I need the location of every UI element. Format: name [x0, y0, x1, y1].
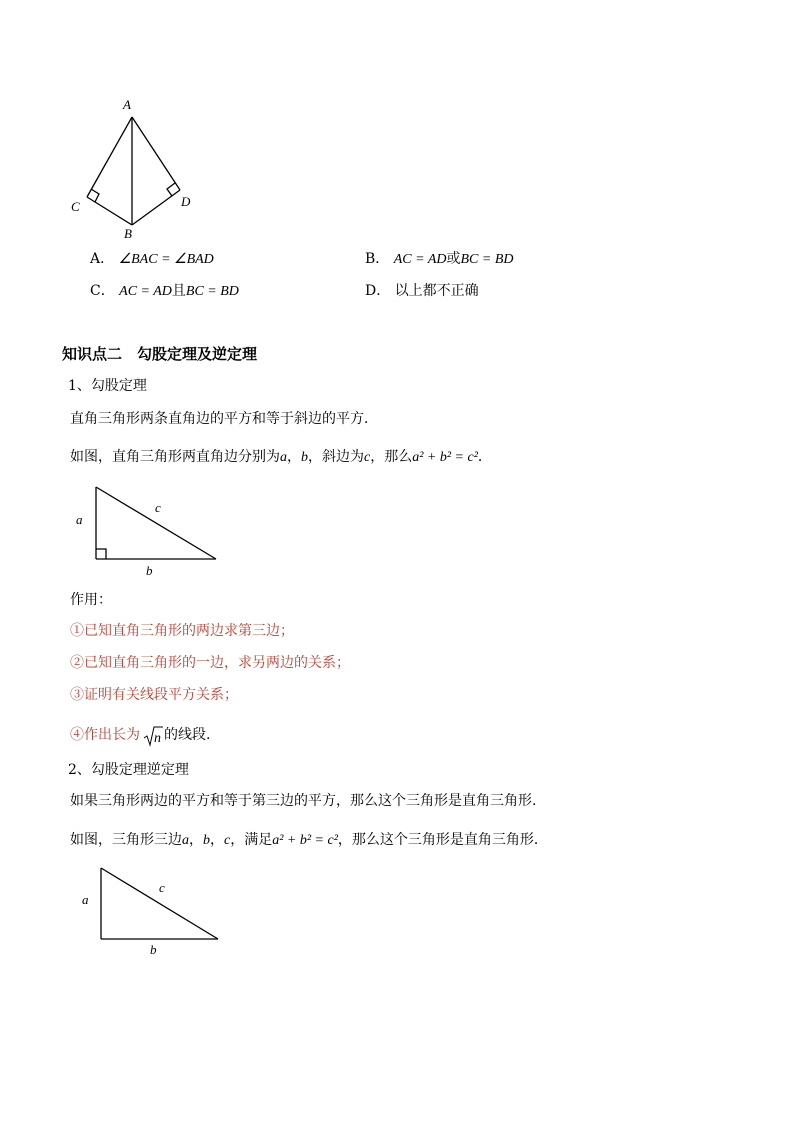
- label-side-a: a: [82, 892, 89, 907]
- option-c-expr2: BC = BD: [185, 284, 239, 299]
- option-c-expr1: AC = AD: [119, 284, 172, 299]
- option-c-and: 且: [171, 283, 186, 299]
- label-side-b: b: [146, 563, 153, 578]
- hypotenuse-c: [96, 487, 216, 559]
- option-b-expr1: AC = AD: [393, 252, 447, 267]
- var-c: c: [364, 450, 371, 465]
- use-3: ③证明有关线段平方关系；: [70, 687, 238, 703]
- var-a: a: [280, 450, 287, 465]
- converse-formula: a² + b² = c²: [272, 833, 338, 848]
- option-b-expr2: BC = BD: [460, 252, 514, 267]
- definition-1: 直角三角形两条直角边的平方和等于斜边的平方．: [70, 411, 378, 427]
- use-4: ④作出长为 n 的线段.: [70, 725, 210, 749]
- pythagorean-statement: 如图，直角三角形两直角边分别为a，b，斜边为c，那么a² + b² = c²．: [70, 449, 492, 465]
- converse-triangle-figure: [75, 862, 235, 962]
- option-b[interactable]: [365, 249, 514, 270]
- definition-2: 如果三角形两边的平方和等于第三边的平方，那么这个三角形是直角三角形.: [70, 793, 537, 809]
- label-b: B: [124, 226, 132, 241]
- option-c-letter: C．: [90, 283, 115, 299]
- option-a[interactable]: [90, 249, 214, 270]
- option-a-letter: A．: [90, 251, 115, 267]
- kite-figure: [60, 92, 210, 242]
- section-title: 知识点二 勾股定理及逆定理: [62, 345, 258, 363]
- label-c: C: [71, 199, 80, 214]
- label-side-a: a: [76, 512, 83, 527]
- option-d-letter: D．: [365, 283, 391, 299]
- subsection-2-title: 2、勾股定理逆定理: [68, 762, 189, 778]
- segment-ad: [132, 117, 180, 190]
- label-a: A: [123, 97, 131, 112]
- right-angle-marker: [96, 549, 106, 559]
- option-b-letter: B．: [365, 251, 390, 267]
- sqrt-n: n: [143, 728, 161, 749]
- option-c[interactable]: [90, 281, 239, 302]
- option-d-text: 以上都不正确: [394, 283, 479, 299]
- converse-statement: 如图，三角形三边a，b，c，满足a² + b² = c²，那么这个三角形是直角三角形．: [70, 832, 548, 848]
- right-triangle-figure: [70, 480, 230, 580]
- sqrt-symbol: [143, 725, 163, 747]
- segment-cb: [87, 197, 132, 225]
- option-a-expr: ∠BAC = ∠BAD: [118, 252, 214, 267]
- uses-title: 作用：: [70, 592, 112, 608]
- pythagorean-formula: a² + b² = c²: [412, 450, 478, 465]
- var-b: b: [301, 450, 308, 465]
- subsection-1-title: 1、勾股定理: [68, 378, 147, 394]
- label-side-c: c: [159, 880, 165, 895]
- use-1: ①已知直角三角形的两边求第三边；: [70, 623, 294, 639]
- side-c: [101, 868, 218, 939]
- segment-ac: [87, 117, 132, 197]
- label-side-b: b: [150, 942, 157, 957]
- label-d: D: [181, 194, 191, 209]
- option-b-or: 或: [446, 251, 461, 267]
- use-2: ②已知直角三角形的一边，求另两边的关系；: [70, 655, 350, 671]
- segment-db: [132, 190, 180, 225]
- option-d[interactable]: [365, 281, 479, 301]
- label-side-c: c: [155, 500, 161, 515]
